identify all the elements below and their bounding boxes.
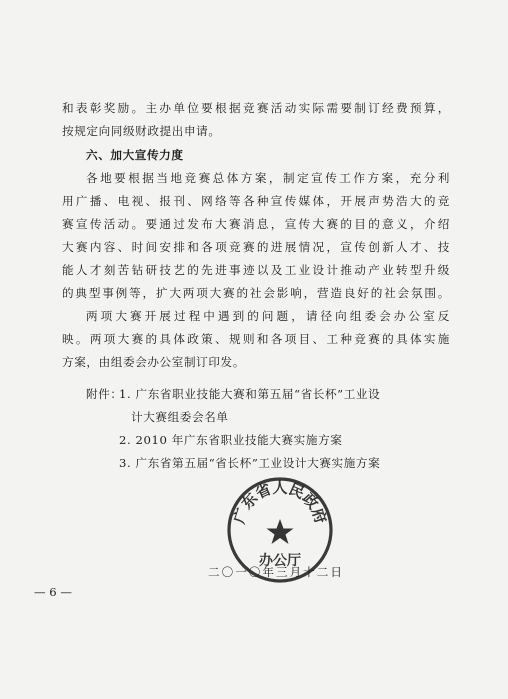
attachment-3: 3. 广东省第五届“省长杯”工业设计大赛实施方案 xyxy=(119,456,381,470)
seal-text: 广东省人民政府 xyxy=(230,478,330,526)
seal-bottom-text: 办公厅 xyxy=(259,553,301,569)
attachment-1-line-1: 1. 广东省职业技能大赛和第五届“省长杯”工业设 xyxy=(119,387,381,401)
body-line-4: 各地要根据当地竞赛总体方案，制定宣传工作方案，充分利 xyxy=(86,171,450,185)
body-line-10: 两项大赛开展过程中遇到的问题，请径向组委会办公室反 xyxy=(86,309,450,323)
page-number: — 6 — xyxy=(34,585,72,599)
body-line-11: 映。两项大赛的具体政策、规则和各项目、工种竞赛的具体实施 xyxy=(62,332,450,346)
body-line-5: 用广播、电视、报刊、网络等各种宣传媒体，开展声势浩大的竞 xyxy=(62,194,450,208)
attachment-1-line-2: 计大赛组委会名单 xyxy=(131,410,229,424)
svg-text:广东省人民政府 xyxy=(230,479,330,526)
body-line-1: 和表彰奖励。主办单位要根据竞赛活动实际需要制订经费预算， xyxy=(62,101,450,115)
attachment-2: 2. 2010 年广东省职业技能大赛实施方案 xyxy=(119,433,343,447)
attachments-label: 附件： xyxy=(86,387,123,401)
body-line-8: 能人才刻苦钻研技艺的先进事迹以及工业设计推动产业转型升级 xyxy=(62,263,450,277)
body-line-2: 按规定向同级财政提出申请。 xyxy=(62,124,221,138)
document-date: 二〇一〇年三月十二日 xyxy=(208,565,344,579)
body-line-6: 赛宣传活动。要通过发布大赛消息，宣传大赛的目的意义，介绍 xyxy=(62,217,450,231)
body-line-9: 的典型事例等，扩大两项大赛的社会影响，营造良好的社会氛围。 xyxy=(62,286,450,300)
body-line-12: 方案，由组委会办公室制订印发。 xyxy=(62,355,245,369)
body-line-7: 大赛内容、时间安排和各项竞赛的进展情况，宣传创新人才、技 xyxy=(62,240,450,254)
section-heading: 六、加大宣传力度 xyxy=(86,148,184,162)
